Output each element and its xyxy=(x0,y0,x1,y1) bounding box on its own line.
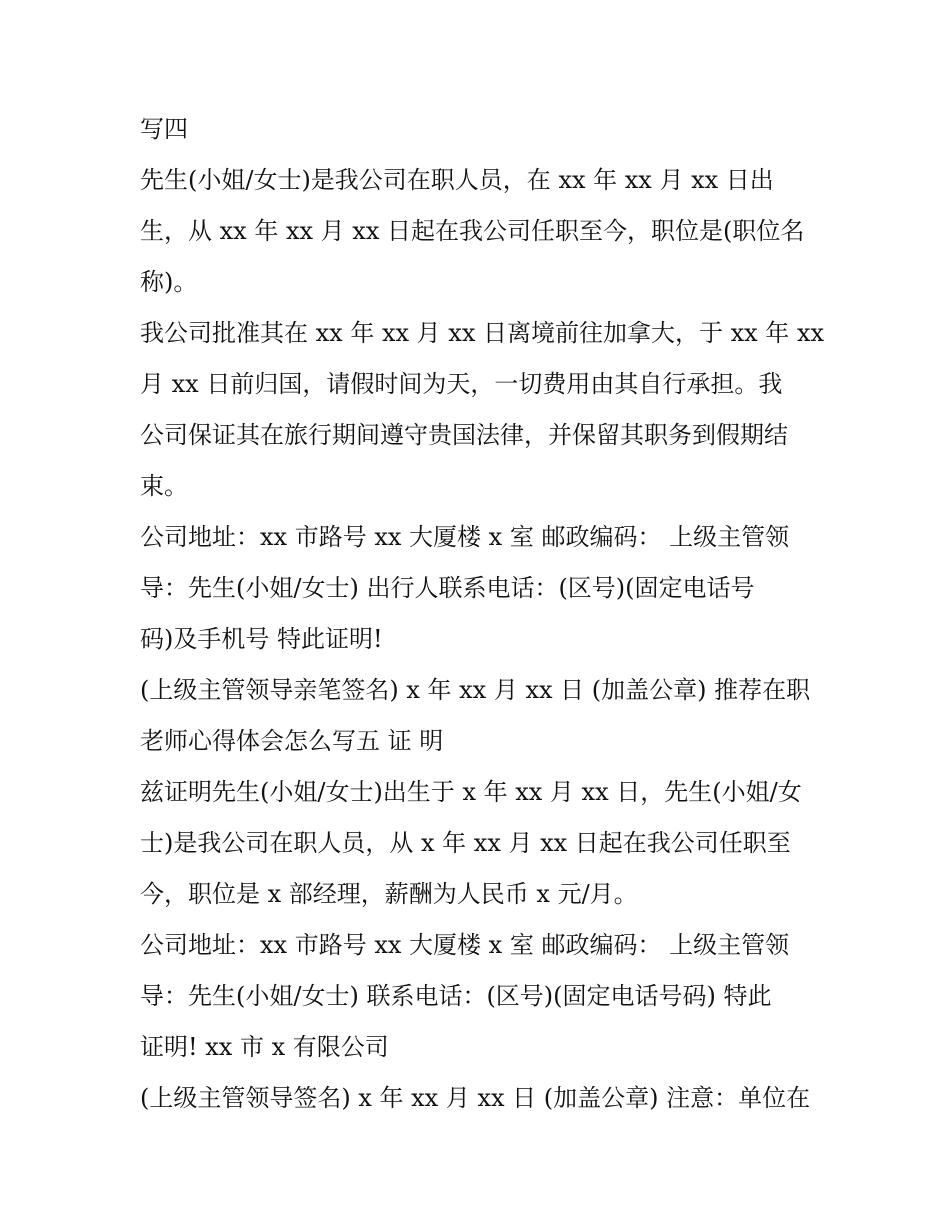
text-line: 公司保证其在旅行期间遵守贵国法律，并保留其职务到假期结 xyxy=(140,421,788,449)
text-line: 先生(小姐/女士)是我公司在职人员，在 xx 年 xx 月 xx 日出 xyxy=(140,166,774,194)
text-line-heading: 写四 xyxy=(140,115,188,143)
text-line: (上级主管领导亲笔签名) x 年 xx 月 xx 日 (加盖公章) 推荐在职 xyxy=(140,676,811,704)
text-line: 我公司批准其在 xx 年 xx 月 xx 日离境前往加拿大，于 xx 年 xx xyxy=(140,319,825,347)
text-line: 今，职位是 x 部经理，薪酬为人民币 x 元/月。 xyxy=(140,880,638,908)
text-line: 月 xx 日前归国，请假时间为天，一切费用由其自行承担。我 xyxy=(140,370,783,398)
text-line: 生，从 xx 年 xx 月 xx 日起在我公司任职至今，职位是(职位名 xyxy=(140,217,805,245)
text-line: 证明! xx 市 x 有限公司 xyxy=(140,1033,389,1061)
text-line: 兹证明先生(小姐/女士)出生于 x 年 xx 月 xx 日，先生(小姐/女 xyxy=(140,778,802,806)
document-body xyxy=(140,104,825,1124)
text-line: 士)是我公司在职人员，从 x 年 xx 月 xx 日起在我公司任职至 xyxy=(140,829,791,857)
text-line: 公司地址：xx 市路号 xx 大厦楼 x 室 邮政编码： 上级主管领 xyxy=(140,523,790,551)
text-line: 束。 xyxy=(140,472,188,500)
text-line: (上级主管领导签名) x 年 xx 月 xx 日 (加盖公章) 注意：单位在 xyxy=(140,1084,811,1112)
text-line: 公司地址：xx 市路号 xx 大厦楼 x 室 邮政编码： 上级主管领 xyxy=(140,931,790,959)
text-line: 导：先生(小姐/女士) 出行人联系电话：(区号)(固定电话号 xyxy=(140,574,755,602)
text-line: 称)。 xyxy=(140,268,198,296)
text-line: 码)及手机号 特此证明! xyxy=(140,625,383,653)
text-line: 老师心得体会怎么写五 证 明 xyxy=(140,727,444,755)
text-line: 导：先生(小姐/女士) 联系电话：(区号)(固定电话号码) 特此 xyxy=(140,982,772,1010)
